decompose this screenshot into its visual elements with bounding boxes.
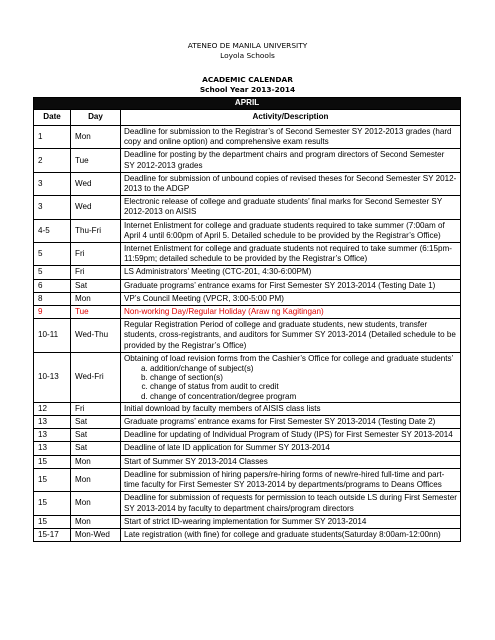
calendar-rows [34, 126, 461, 542]
row-activity [121, 352, 461, 402]
table-row [34, 319, 461, 353]
row-date: 3 [34, 172, 71, 195]
activity-text: Obtaining of load revision forms from the Cashier’s Office for college and graduate students’ [124, 353, 454, 363]
row-day: Mon [71, 492, 121, 515]
row-activity: Initial download by faculty members of AISIS class lists [121, 402, 461, 415]
row-date: 5 [34, 243, 71, 266]
row-day: Mon [71, 515, 121, 528]
column-header-day: Day [71, 110, 121, 126]
school-year: School Year 2013-2014 [199, 85, 296, 94]
table-row [34, 196, 461, 219]
document-header [0, 41, 495, 95]
row-activity: Regular Registration Period of college and graduate students, new students, transfer students, cross-registrants, and auditors for Summer SY 2013-2014 (Detailed schedule to be provided by the Registrar’s Office) [121, 319, 461, 353]
table-row [34, 306, 461, 319]
table-row [34, 468, 461, 491]
row-activity: Deadline for submission of hiring papers/re-hiring forms of new/re-hired full-time and part-time faculty for First Semester SY 2013-2014 by departments/programs to Deans Offices [121, 468, 461, 491]
table-row [34, 126, 461, 149]
row-date: 15 [34, 455, 71, 468]
activity-sublist-item: b. change of section(s) [150, 373, 457, 382]
row-activity: LS Administrators’ Meeting (CTC-201, 4:30-6:00PM) [121, 266, 461, 279]
row-day: Wed [71, 196, 121, 219]
row-date: 15 [34, 492, 71, 515]
table-row [34, 515, 461, 528]
table-row [34, 266, 461, 279]
activity-sublist-item: c. change of status from audit to credit [150, 382, 457, 391]
row-day: Sat [71, 442, 121, 455]
row-day: Mon [71, 455, 121, 468]
row-date: 13 [34, 416, 71, 429]
row-date: 10-11 [34, 319, 71, 353]
row-day: Sat [71, 416, 121, 429]
row-date: 12 [34, 402, 71, 415]
row-activity: Deadline for updating of Individual Program of Study (IPS) for First Semester SY 2013-2014 [121, 429, 461, 442]
row-day: Sat [71, 429, 121, 442]
calendar-title: ACADEMIC CALENDAR [202, 75, 293, 84]
row-date: 6 [34, 279, 71, 292]
row-day: Tue [71, 306, 121, 319]
row-day: Mon-Wed [71, 528, 121, 541]
table-row [34, 149, 461, 172]
row-day: Tue [71, 149, 121, 172]
table-row [34, 243, 461, 266]
row-day: Fri [71, 402, 121, 415]
month-header: APRIL [34, 98, 461, 110]
university-name: ATENEO DE MANILA UNIVERSITY [187, 41, 308, 50]
row-date: 3 [34, 196, 71, 219]
row-date: 13 [34, 429, 71, 442]
row-activity: Start of strict ID-wearing implementation for Summer SY 2013-2014 [121, 515, 461, 528]
row-activity: Start of Summer SY 2013-2014 Classes [121, 455, 461, 468]
row-day: Sat [71, 279, 121, 292]
unit-name: Loyola Schools [220, 51, 275, 60]
row-activity: VP’s Council Meeting (VPCR, 3:00-5:00 PM) [121, 292, 461, 305]
table-row [34, 455, 461, 468]
row-day: Fri [71, 243, 121, 266]
table-row [34, 492, 461, 515]
table-row [34, 442, 461, 455]
row-activity: Graduate programs’ entrance exams for First Semester SY 2013-2014 (Testing Date 1) [121, 279, 461, 292]
row-date: 2 [34, 149, 71, 172]
table-row [34, 528, 461, 541]
row-activity: Non-working Day/Regular Holiday (Araw ng Kagitingan) [121, 306, 461, 319]
row-date: 13 [34, 442, 71, 455]
row-date: 15-17 [34, 528, 71, 541]
row-day: Wed-Thu [71, 319, 121, 353]
row-day: Thu-Fri [71, 219, 121, 242]
row-day: Mon [71, 126, 121, 149]
table-row [34, 352, 461, 402]
row-date: 8 [34, 292, 71, 305]
activity-sublist [124, 364, 457, 401]
row-activity: Deadline for submission of unbound copies of revised theses for Second Semester SY 2012-2013 to the ADGP [121, 172, 461, 195]
row-activity: Deadline for submission to the Registrar’s of Second Semester SY 2012-2013 grades (hard copy and online option) and comprehensive exam results [121, 126, 461, 149]
row-day: Wed-Fri [71, 352, 121, 402]
row-date: 9 [34, 306, 71, 319]
table-row [34, 172, 461, 195]
row-day: Wed [71, 172, 121, 195]
table-row [34, 279, 461, 292]
row-activity: Electronic release of college and graduate students’ final marks for Second Semester SY 2012-2013 on AISIS [121, 196, 461, 219]
row-day: Fri [71, 266, 121, 279]
column-header-date: Date [34, 110, 71, 126]
row-activity: Internet Enlistment for college and graduate students not required to take summer (6:15pm-11:59pm; detailed schedule to be provided by the Registrar’s Office) [121, 243, 461, 266]
row-activity: Deadline of late ID application for Summer SY 2013-2014 [121, 442, 461, 455]
academic-calendar-table [33, 97, 461, 542]
row-date: 4-5 [34, 219, 71, 242]
table-row [34, 416, 461, 429]
row-date: 1 [34, 126, 71, 149]
activity-sublist-item: d. change of concentration/degree program [150, 392, 457, 401]
table-row [34, 292, 461, 305]
row-date: 15 [34, 468, 71, 491]
row-activity: Deadline for posting by the department chairs and program directors of Second Semester SY 2012-2013 grades [121, 149, 461, 172]
row-day: Mon [71, 468, 121, 491]
row-activity: Internet Enlistment for college and graduate students required to take summer (7:00am of April 4 until 6:00pm of April 5. Detailed schedule to be provided by the Registrar’s Office) [121, 219, 461, 242]
row-date: 15 [34, 515, 71, 528]
row-date: 5 [34, 266, 71, 279]
row-date: 10-13 [34, 352, 71, 402]
row-activity: Deadline for submission of requests for permission to teach outside LS during First Semester SY 2013-2014 by faculty to department chairs/program directors [121, 492, 461, 515]
table-row [34, 219, 461, 242]
row-activity: Graduate programs’ entrance exams for First Semester SY 2013-2014 (Testing Date 2) [121, 416, 461, 429]
table-row [34, 402, 461, 415]
activity-sublist-item: a. addition/change of subject(s) [150, 364, 457, 373]
row-day: Mon [71, 292, 121, 305]
row-activity: Late registration (with fine) for college and graduate students(Saturday 8:00am-12:00nn) [121, 528, 461, 541]
column-header-activity: Activity/Description [121, 110, 461, 126]
table-row [34, 429, 461, 442]
